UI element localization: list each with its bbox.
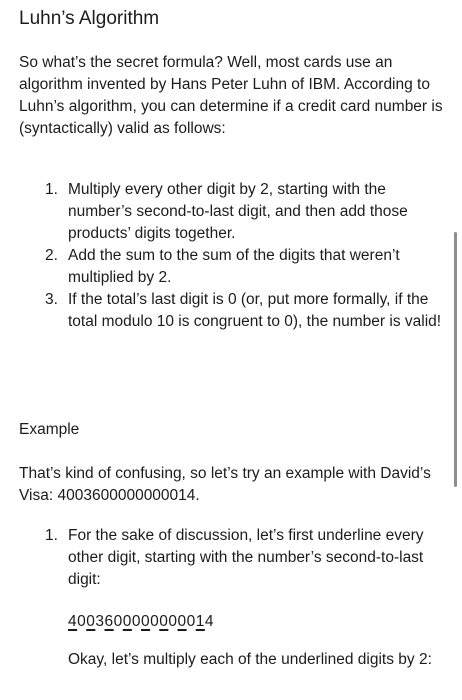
underlined-digit: 1: [195, 613, 205, 630]
digit: 0: [150, 613, 160, 630]
digit: 0: [131, 613, 141, 630]
list-item-text: Multiply every other digit by 2, starting with the number’s second-to-last digit, and then add those products’ digits together.: [68, 181, 408, 242]
underlined-digit: 0: [159, 613, 169, 630]
list-item-number: 1.: [45, 527, 58, 544]
underlined-card-number: [68, 611, 214, 633]
underlined-digit: 0: [141, 613, 151, 630]
followup-text: Okay, let’s multiply each of the underlined digits by 2:: [68, 651, 432, 668]
digit: 0: [186, 613, 196, 630]
underlined-digit: 4: [68, 613, 78, 630]
algorithm-steps-list: [19, 179, 443, 333]
underlined-digit: 6: [104, 613, 114, 630]
list-item-text: Add the sum to the sum of the digits that weren’t multiplied by 2.: [68, 247, 400, 286]
page-title: Luhn’s Algorithm: [19, 8, 160, 29]
digit: 4: [204, 613, 214, 630]
digit: 0: [168, 613, 178, 630]
underlined-digit: 0: [177, 613, 187, 630]
list-item-number: 1.: [45, 181, 58, 198]
intro-paragraph: So what’s the secret formula? Well, most cards use an algorithm invented by Hans Peter Luhn of IBM. According to Luhn’s algorithm, you can determine if a credit card number is (syntactically) valid as follows:: [19, 54, 443, 137]
list-item: [19, 245, 443, 289]
list-item-number: 2.: [45, 247, 58, 264]
list-item: [19, 525, 443, 591]
list-item: [19, 179, 443, 245]
underlined-digit: 0: [122, 613, 132, 630]
list-item: [19, 289, 443, 333]
digit: 0: [77, 613, 87, 630]
example-heading: Example: [19, 421, 80, 438]
list-item-text: If the total’s last digit is 0 (or, put more formally, if the total modulo 10 is congruent to 0), the number is valid!: [68, 291, 442, 330]
list-item-number: 3.: [45, 291, 58, 308]
example-intro-paragraph: That’s kind of confusing, so let’s try an example with David’s Visa: 4003600000000014.: [19, 465, 431, 504]
scrollbar-thumb[interactable]: [454, 232, 457, 487]
digit: 3: [95, 613, 105, 630]
underlined-digit: 0: [86, 613, 96, 630]
example-steps-list: [19, 525, 443, 591]
digit: 0: [113, 613, 123, 630]
list-item-text: For the sake of discussion, let’s first underline every other digit, starting with the number’s second-to-last digit:: [68, 527, 424, 588]
